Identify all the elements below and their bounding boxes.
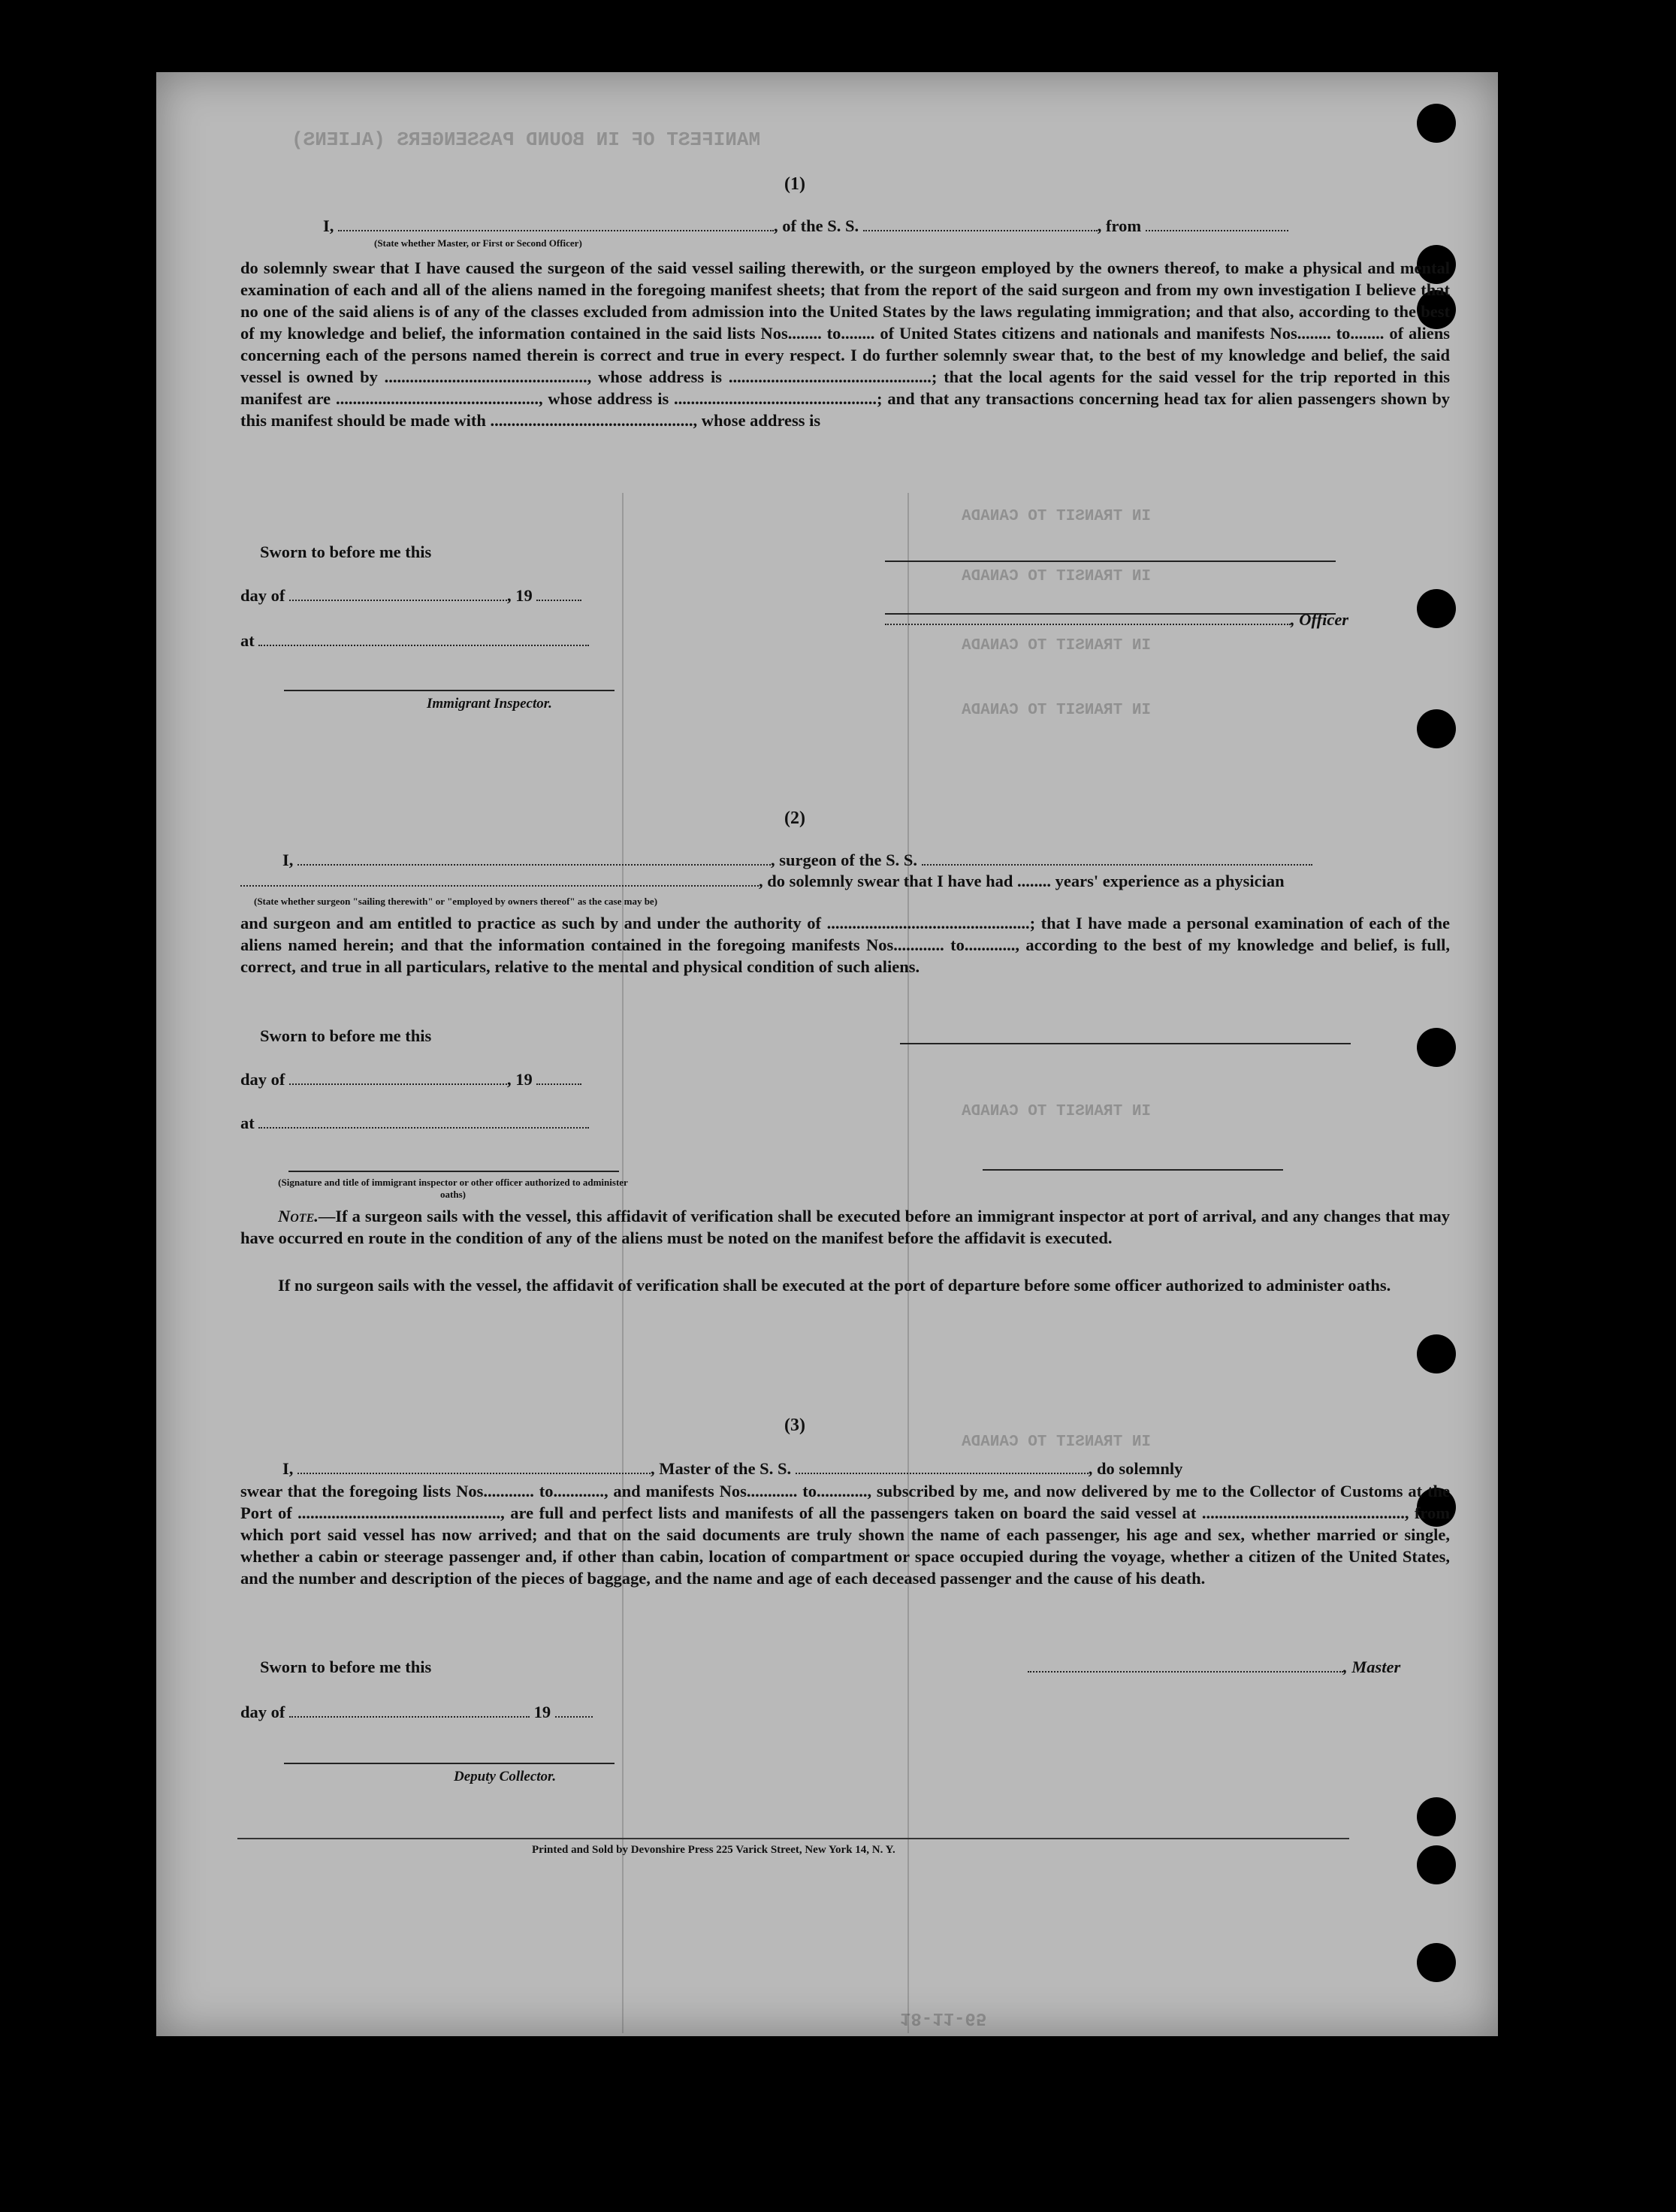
section-2-second-line — [240, 872, 1285, 891]
inspector-signature-line[interactable] — [284, 690, 615, 691]
bleed-through-entry: IN TRANSIT TO CANADA — [962, 637, 1152, 654]
officer-row — [885, 610, 1348, 630]
text: 19 — [533, 1703, 551, 1721]
officer-signature-field[interactable] — [885, 624, 1291, 625]
surgeon-name-field[interactable] — [297, 864, 771, 866]
surgeon-signature-line-2[interactable] — [983, 1169, 1283, 1171]
surgeon-status-field[interactable] — [240, 885, 759, 887]
bleed-through-entry: IN TRANSIT TO CANADA — [962, 1103, 1152, 1120]
punch-hole — [1417, 1943, 1456, 1982]
section-1-body: do solemnly swear that I have caused the surgeon of the said vessel sailing therewith, or the surgeon employed by the owners thereof, to make a physical and mental examination of each and all of the aliens named in the foregoing manifest sheets; that from the report of the said surgeon and from my own investigation I believe that no one of the said aliens is of any of the classes excluded from admission into the United States by the laws regulating immigration; and that also, according to the best of my knowledge and belief, the information contained in the said lists Nos........ to........ of United States citizens and nationals and manifests Nos........ to........ of aliens concerning each of the persons named therein is correct and true in every respect. I do further solemnly swear that, to the best of my knowledge and belief, the said vessel is owned by ................................................, whose address is ................................................; that the local agents for the said vessel for the trip reported in this manifest are ................................................, whose address is ................................................; and that any transactions concerning head tax for alien passengers shown by this manifest should be made with ................................................, whose address is — [240, 258, 1450, 430]
section-2-number: (2) — [784, 808, 805, 828]
section-2-signature-note — [276, 1177, 630, 1201]
text: , surgeon of the S. S. — [771, 851, 918, 869]
officer-name-field[interactable] — [338, 230, 774, 231]
bleed-through-entry: IN TRANSIT TO CANADA — [962, 568, 1152, 585]
punch-hole — [1417, 104, 1456, 143]
punch-hole — [1417, 709, 1456, 748]
section-2-at-row — [240, 1114, 589, 1133]
year-field[interactable] — [536, 1083, 581, 1085]
punch-hole — [1417, 1845, 1456, 1884]
note-label: Note. — [278, 1207, 319, 1225]
bleed-column-line — [907, 493, 909, 2033]
section-1-sworn: Sworn to before me this — [260, 542, 432, 561]
section-2-body: and surgeon and am entitled to practice as such by and under the authority of ................................................; that I have made a personal examination of each of the aliens named herein; and that the information contained in the foregoing manifests Nos............ to............, according to the best of my knowledge and belief, is full, correct, and true in all particulars, relative to the mental and physical condition of such aliens. — [240, 914, 1450, 976]
text: , 19 — [507, 586, 533, 605]
section-2-day-row — [240, 1070, 581, 1089]
text: I, — [323, 216, 334, 235]
text: , of the S. S. — [774, 216, 859, 235]
master-name-field[interactable] — [297, 1473, 651, 1474]
master-signature-field[interactable] — [1028, 1671, 1343, 1673]
section-2-first-line — [282, 851, 1312, 870]
text: (Signature and title of immigrant inspector or other officer authorized to administer oaths) — [278, 1177, 628, 1200]
collector-label: Deputy Collector. — [454, 1769, 557, 1784]
text: I, — [282, 1459, 294, 1478]
text: , Master of the S. S. — [651, 1459, 792, 1478]
text: , from — [1097, 216, 1142, 235]
note-paragraph-2 — [240, 1274, 1450, 1296]
section-3-sworn: Sworn to before me this — [260, 1657, 432, 1676]
punch-hole — [1417, 1028, 1456, 1067]
text: at — [240, 631, 255, 650]
place-field[interactable] — [258, 645, 589, 646]
departure-port-field[interactable] — [1146, 230, 1288, 231]
inspector-label: Immigrant Inspector. — [427, 696, 552, 712]
master-row — [1028, 1657, 1400, 1677]
section-3-first-line — [282, 1459, 1182, 1479]
section-3-day-row — [240, 1703, 593, 1722]
vessel-name-field[interactable] — [863, 230, 1098, 231]
collector-signature-line[interactable] — [284, 1763, 615, 1764]
text: , do solemnly swear that I have had ........ years' experience as a physician — [759, 872, 1285, 890]
text: , do solemnly — [1088, 1459, 1183, 1478]
bleed-column-line — [622, 493, 624, 2033]
section-2-sworn: Sworn to before me this — [260, 1026, 432, 1045]
bleed-through-stamp: 18-11-65 — [900, 2008, 987, 2028]
text: , 19 — [507, 1070, 533, 1089]
bleed-through-entry: IN TRANSIT TO CANADA — [962, 508, 1152, 525]
text: day of — [240, 1703, 285, 1721]
section-1-day-row — [240, 586, 581, 606]
bleed-through-entry: IN TRANSIT TO CANADA — [962, 702, 1152, 719]
inspector-signature-line[interactable] — [288, 1171, 619, 1172]
officer-signature-line-1[interactable] — [885, 561, 1336, 562]
bleed-through-header: MANIFEST OF IN BOUND PASSENGERS (ALIENS) — [291, 128, 761, 151]
text: day of — [240, 586, 285, 605]
section-1-first-line — [323, 216, 1288, 236]
text: I, — [282, 851, 294, 869]
bleed-through-entry: IN TRANSIT TO CANADA — [962, 1434, 1152, 1451]
section-3-number: (3) — [784, 1416, 805, 1435]
day-field[interactable] — [289, 1083, 507, 1085]
text: at — [240, 1114, 255, 1132]
section-2-surgeon-note: (State whether surgeon "sailing therewith" or "employed by owners thereof" as the case may be) — [254, 896, 658, 907]
punch-hole — [1417, 1797, 1456, 1836]
section-1-officer-note: (State whether Master, or First or Second Officer) — [374, 237, 582, 249]
section-3-body: swear that the foregoing lists Nos............ to............, and manifests Nos............ to............, subscribed by me, and now delivered by me to the Collector of Customs at the Port of ................................................, are full and perfect lists and manifests of all the passengers taken on board the said vessel at ................................................, from which port said vessel has now arrived; and that on the said documents are truly shown the name of each passenger, his age and sex, whether married or single, whether a cabin or steerage passenger and, if other than cabin, location of compartment or space occupied during the voyage, whether a citizen of the United States, and the number and description of the pieces of baggage, and the name and age of each deceased passenger and the cause of his death. — [240, 1482, 1450, 1588]
text: —If a surgeon sails with the vessel, this affidavit of verification shall be executed before an immigrant inspector at port of arrival, and any changes that may have occurred en route in the condition of any of the aliens must be noted on the manifest before the affidavit is executed. — [240, 1207, 1450, 1247]
section-1-at-row — [240, 631, 589, 651]
section-1-number: (1) — [784, 174, 805, 194]
text: If no surgeon sails with the vessel, the affidavit of verification shall be executed at the port of departure before some officer authorized to administer oaths. — [278, 1276, 1391, 1295]
punch-hole — [1417, 589, 1456, 628]
officer-label: , Officer — [1291, 610, 1349, 629]
text: day of — [240, 1070, 285, 1089]
year-field[interactable] — [536, 600, 581, 601]
surgeon-vessel-field[interactable] — [922, 864, 1312, 866]
note-paragraph-1 — [240, 1205, 1450, 1249]
master-label: , Master — [1343, 1657, 1401, 1676]
manifest-page — [156, 72, 1498, 2036]
day-field[interactable] — [289, 600, 507, 601]
punch-hole — [1417, 1334, 1456, 1373]
place-field[interactable] — [258, 1127, 589, 1129]
surgeon-signature-line-1[interactable] — [900, 1043, 1351, 1044]
day-field[interactable] — [289, 1716, 530, 1718]
footer-rule — [237, 1838, 1349, 1839]
master-vessel-field[interactable] — [796, 1473, 1089, 1474]
printer-credit: Printed and Sold by Devonshire Press 225 Varick Street, New York 14, N. Y. — [532, 1844, 895, 1856]
year-field[interactable] — [555, 1716, 593, 1718]
